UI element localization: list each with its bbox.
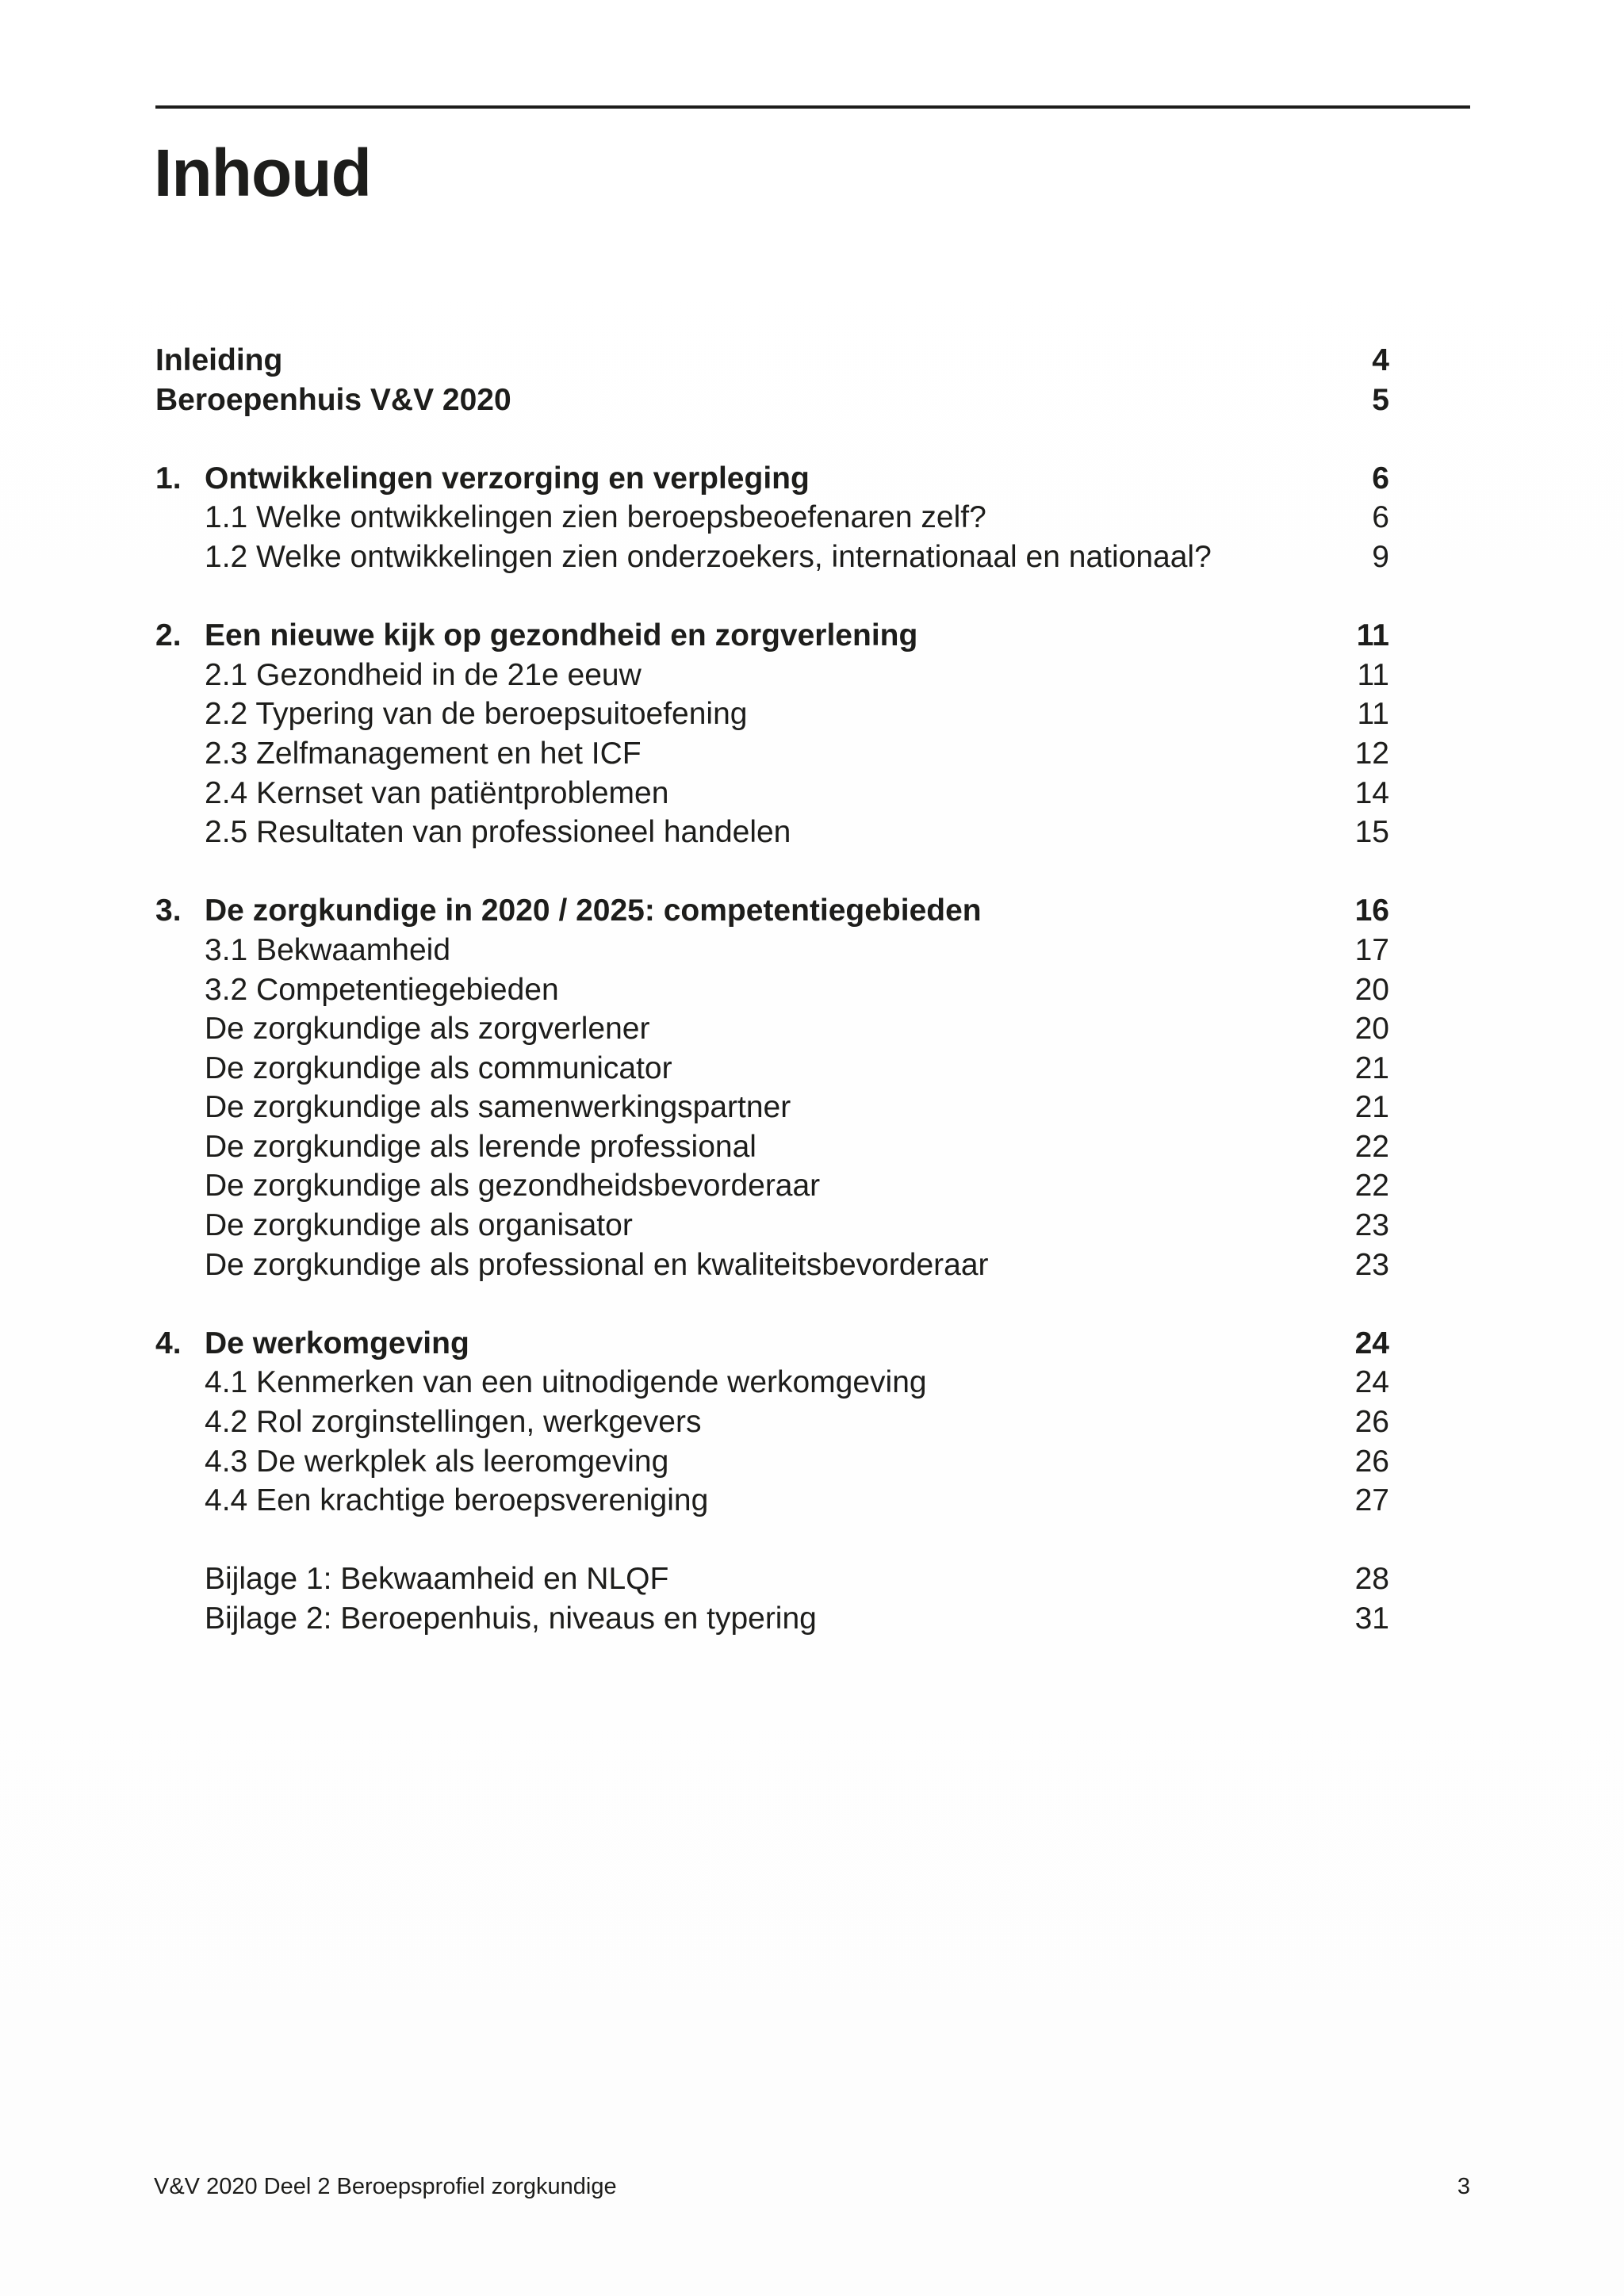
toc-entry[interactable] (155, 813, 1389, 852)
toc-entry-label: 4.1 Kenmerken van een uitnodigende werkomgeving (205, 1365, 927, 1400)
toc-entry[interactable] (155, 1088, 1389, 1127)
toc-entry-number: 2. (155, 618, 182, 653)
toc-entry-page: 11 (1357, 657, 1389, 692)
toc-entry[interactable] (155, 774, 1389, 813)
toc-entry[interactable] (155, 695, 1389, 734)
page-title: Inhoud (154, 136, 371, 210)
toc-entry[interactable] (155, 459, 1389, 499)
toc-entry-label: 2.5 Resultaten van professioneel handelen (205, 815, 791, 850)
toc-entry-page: 26 (1354, 1405, 1389, 1440)
toc-entry-page: 11 (1357, 697, 1389, 732)
toc-entry[interactable] (155, 1402, 1389, 1442)
toc-entry[interactable] (155, 970, 1389, 1010)
toc-entry-page: 16 (1354, 894, 1389, 928)
toc-entry-page: 4 (1372, 343, 1389, 377)
toc-entry-label: De zorgkundige als zorgverlener (205, 1012, 650, 1047)
toc-entry[interactable] (155, 1166, 1389, 1206)
toc-entry-label: De zorgkundige als professional en kwaliteitsbevorderaar (205, 1247, 989, 1282)
toc-entry-label: 2.4 Kernset van patiëntproblemen (205, 775, 669, 810)
toc-entry-page: 22 (1354, 1169, 1389, 1203)
toc-entry-page: 11 (1356, 618, 1389, 653)
toc-entry-label: Bijlage 2: Beroepenhuis, niveaus en typering (205, 1601, 817, 1636)
toc-entry-page: 20 (1354, 1012, 1389, 1047)
toc-entry-page: 15 (1354, 815, 1389, 850)
toc-entry[interactable] (155, 1246, 1389, 1285)
toc-entry-label: 2.3 Zelfmanagement en het ICF (205, 736, 642, 771)
toc-entry-label: Bijlage 1: Bekwaamheid en NLQF (205, 1562, 669, 1597)
toc-entry[interactable] (155, 656, 1389, 695)
toc-entry-label: De zorgkundige in 2020 / 2025: competentiegebieden (205, 894, 982, 928)
toc-entry[interactable] (155, 341, 1389, 381)
toc-entry[interactable] (155, 1127, 1389, 1167)
toc-entry-page: 27 (1354, 1483, 1389, 1518)
toc-entry[interactable] (155, 1049, 1389, 1089)
toc-entry-label: 1.1 Welke ontwikkelingen zien beroepsbeoefenaren zelf? (205, 500, 986, 535)
toc-entry-page: 6 (1372, 500, 1389, 535)
toc-entry-page: 9 (1372, 539, 1389, 574)
toc-entry[interactable] (155, 931, 1389, 970)
toc-entry-label: 3.2 Competentiegebieden (205, 972, 559, 1007)
toc-entry[interactable] (155, 1599, 1389, 1639)
toc-entry[interactable] (155, 1324, 1389, 1364)
toc-entry-number: 3. (155, 894, 182, 928)
toc-entry-page: 28 (1354, 1562, 1389, 1597)
toc-entry-label: Een nieuwe kijk op gezondheid en zorgverlening (205, 618, 918, 653)
toc-entry-label: Inleiding (155, 343, 283, 377)
toc-entry-page: 5 (1372, 382, 1389, 417)
toc-entry-label: 4.3 De werkplek als leeromgeving (205, 1444, 669, 1479)
toc-entry-page: 14 (1354, 775, 1389, 810)
top-rule (155, 105, 1470, 109)
toc-entry-page: 24 (1354, 1326, 1389, 1360)
toc-entry-label: De zorgkundige als gezondheidsbevorderaar (205, 1169, 821, 1203)
toc-entry-page: 21 (1354, 1090, 1389, 1125)
toc-entry[interactable] (155, 381, 1389, 420)
footer-title: V&V 2020 Deel 2 Beroepsprofiel zorgkundige (154, 2174, 617, 2199)
toc-entry[interactable] (155, 891, 1389, 931)
toc-entry-label: 1.2 Welke ontwikkelingen zien onderzoekers, internationaal en nationaal? (205, 539, 1212, 574)
toc-entry-page: 26 (1354, 1444, 1389, 1479)
toc-entry-page: 12 (1354, 736, 1389, 771)
toc-entry-label: 4.2 Rol zorginstellingen, werkgevers (205, 1405, 702, 1440)
toc-entry[interactable] (155, 498, 1389, 538)
toc-entry[interactable] (155, 1559, 1389, 1599)
toc-entry[interactable] (155, 734, 1389, 774)
toc-entry-label: Beroepenhuis V&V 2020 (155, 382, 511, 417)
toc-entry-page: 22 (1354, 1129, 1389, 1164)
toc-entry[interactable] (155, 616, 1389, 656)
toc-entry[interactable] (155, 538, 1389, 577)
toc-entry-label: 4.4 Een krachtige beroepsvereniging (205, 1483, 709, 1518)
toc-entry-page: 17 (1354, 932, 1389, 967)
toc-entry-label: De zorgkundige als communicator (205, 1050, 672, 1085)
toc-entry-page: 23 (1354, 1247, 1389, 1282)
toc-entry-label: 3.1 Bekwaamheid (205, 932, 451, 967)
toc-entry[interactable] (155, 1009, 1389, 1049)
toc-entry-label: 2.1 Gezondheid in de 21e eeuw (205, 657, 642, 692)
toc-entry-page: 21 (1354, 1050, 1389, 1085)
toc-entry-label: Ontwikkelingen verzorging en verpleging (205, 461, 810, 496)
toc-entry-label: 2.2 Typering van de beroepsuitoefening (205, 697, 748, 732)
toc-entry[interactable] (155, 1481, 1389, 1521)
toc-entry-number: 4. (155, 1326, 182, 1360)
toc-entry-label: De zorgkundige als lerende professional (205, 1129, 756, 1164)
toc-entry-label: De werkomgeving (205, 1326, 469, 1360)
toc-entry[interactable] (155, 1442, 1389, 1482)
toc-entry-page: 31 (1354, 1601, 1389, 1636)
toc-entry-page: 20 (1354, 972, 1389, 1007)
toc-entry-label: De zorgkundige als samenwerkingspartner (205, 1090, 791, 1125)
toc-entry[interactable] (155, 1363, 1389, 1402)
footer-page-number: 3 (1457, 2174, 1470, 2199)
toc-entry-page: 24 (1354, 1365, 1389, 1400)
toc-entry-number: 1. (155, 461, 182, 496)
toc-entry-label: De zorgkundige als organisator (205, 1208, 633, 1243)
table-of-contents (155, 341, 1389, 1639)
toc-entry[interactable] (155, 1206, 1389, 1246)
toc-entry-page: 23 (1354, 1208, 1389, 1243)
toc-entry-page: 6 (1372, 461, 1389, 496)
